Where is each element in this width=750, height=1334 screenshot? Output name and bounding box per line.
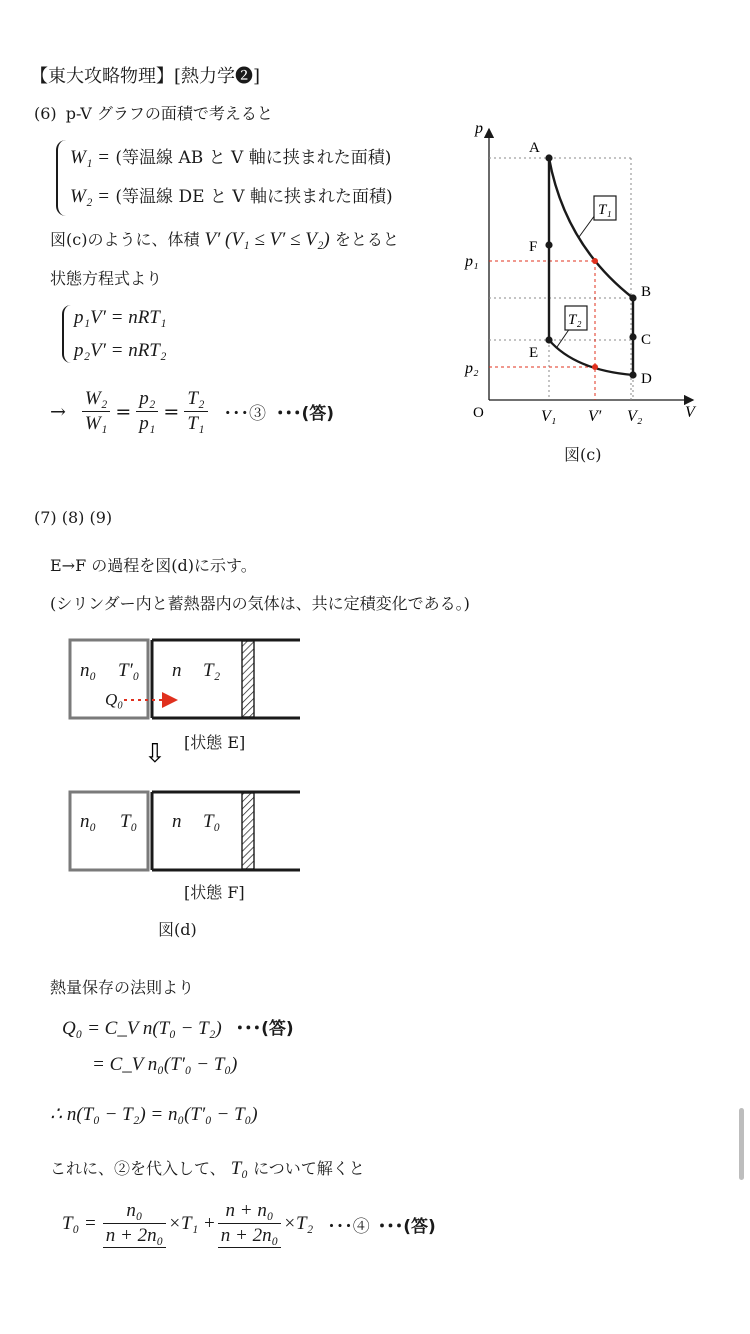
t1-box-label: T₁ xyxy=(598,202,612,218)
ratio-den-1: W₁ xyxy=(82,411,110,435)
substitute-math: T₀ xyxy=(230,1158,248,1179)
ratio-eq-sign-2: = xyxy=(163,400,180,423)
figure-d-caption: 図(d) xyxy=(158,920,197,939)
ratio-answer: ･･･(答) xyxy=(276,404,335,424)
ratio-num-2: p₂ xyxy=(139,388,156,409)
point-a-label: A xyxy=(529,140,540,156)
piston-e xyxy=(242,641,254,717)
ratio-arrow: → xyxy=(50,400,66,423)
substitute-post: について解くと xyxy=(253,1159,365,1178)
state-e-regen-n: n₀ xyxy=(80,660,97,681)
part6-intro: p-V グラフの面積で考えると xyxy=(65,104,273,123)
final-tail: ×T₂ xyxy=(283,1213,314,1234)
conservation-eq2: = C_V n₀(T′₀ − T₀) xyxy=(92,1054,238,1075)
w1-rhs: (等温線 AB と V 軸に挟まれた面積) xyxy=(115,148,392,168)
volume-line-math: V′ (V₁ ≤ V′ ≤ V₂) xyxy=(204,229,330,250)
t2-pointer xyxy=(557,328,570,347)
state-eq-1: p₁V′ = nRT₁ xyxy=(74,307,167,328)
final-mid: ×T₁ + xyxy=(168,1213,216,1234)
state-f-label: [状態 F] xyxy=(184,883,245,902)
red-point-upper xyxy=(592,258,598,264)
ratio-den-2: p₁ xyxy=(136,411,158,435)
state-e-heat-q: Q₀ xyxy=(105,690,124,709)
part789-line1: E→F の過程を図(d)に示す。 xyxy=(50,556,257,575)
state-e-regen-t: T′₀ xyxy=(118,660,140,681)
therefore-equation: ∴ n(T₀ − T₂) = n₀(T′₀ − T₀) xyxy=(50,1104,258,1125)
state-eq-intro: 状態方程式より xyxy=(50,269,163,288)
ratio-ref: ･･･③ xyxy=(223,404,266,424)
substitute-line xyxy=(50,1156,365,1180)
state-eq-brace xyxy=(62,305,74,363)
point-e-label: E xyxy=(529,345,539,361)
volume-line-pre: 図(c)のように、体積 xyxy=(50,230,200,249)
isotherm-ab xyxy=(549,158,633,298)
state-e-label: [状態 E] xyxy=(184,733,246,752)
conservation-eq1-math: Q₀ = C_V n(T₀ − T₂) xyxy=(62,1018,222,1039)
final-lhs: T₀ = xyxy=(62,1213,97,1234)
w2-equation xyxy=(70,182,393,208)
state-f-regen-t: T₀ xyxy=(120,811,138,832)
isotherm-ed xyxy=(549,340,633,375)
state-f-regen-n: n₀ xyxy=(80,811,97,832)
piston-f xyxy=(242,793,254,869)
conservation-eq1 xyxy=(62,1014,294,1040)
point-c-label: C xyxy=(641,332,652,348)
point-f-label: F xyxy=(529,239,538,255)
final-formula xyxy=(62,1200,436,1248)
ratio-eq-sign-1: = xyxy=(115,400,132,423)
tick-vprime: V′ xyxy=(588,408,602,425)
down-arrow-icon: ⇩ xyxy=(144,739,166,768)
w2-rhs: (等温線 DE と V 軸に挟まれた面積) xyxy=(115,187,393,207)
state-points xyxy=(545,154,636,378)
part6-number: (6) xyxy=(34,104,57,123)
w1-equation xyxy=(70,143,391,169)
p-axis-label: p xyxy=(475,120,483,137)
w-brace xyxy=(56,140,70,216)
final-den-2: n + 2n₀ xyxy=(218,1223,281,1248)
t2-box-label: T₂ xyxy=(568,312,582,328)
t1-pointer xyxy=(579,215,595,237)
point-b-label: B xyxy=(641,284,652,300)
state-e-cyl-n: n xyxy=(172,660,182,681)
figure-c-pv-diagram xyxy=(455,115,715,465)
state-f-cyl-n: n xyxy=(172,811,182,832)
conservation-intro: 熱量保存の法則より xyxy=(50,978,195,997)
figure-d-cylinders xyxy=(60,630,320,910)
part789-line2: (シリンダー内と蓄熱器内の気体は、共に定積変化である。) xyxy=(50,594,470,613)
tick-v2: V₂ xyxy=(627,408,643,425)
tick-v1: V₁ xyxy=(541,408,557,425)
final-num-1: n₀ xyxy=(126,1200,143,1221)
v-axis-label: V xyxy=(685,404,695,421)
final-num-2: n + n₀ xyxy=(225,1200,274,1221)
ratio-equation xyxy=(50,388,334,435)
volume-line xyxy=(50,227,399,251)
substitute-pre: これに、②を代入して、 xyxy=(50,1159,226,1178)
figure-c-caption: 図(c) xyxy=(564,445,602,464)
state-f-cyl-t: T₀ xyxy=(203,811,221,832)
tick-p1: p₁ xyxy=(465,253,479,270)
part6-label xyxy=(34,101,273,124)
state-eq-2: p₂V′ = nRT₂ xyxy=(74,340,167,361)
final-answer: ･･･(答) xyxy=(377,1216,436,1237)
ratio-den-3: T₁ xyxy=(184,411,207,435)
final-ref: ･･･④ xyxy=(327,1216,370,1237)
ratio-num-3: T₂ xyxy=(187,388,205,409)
tick-p2: p₂ xyxy=(465,360,479,377)
part789-label: (7) (8) (9) xyxy=(34,508,113,527)
origin-label: O xyxy=(473,405,484,421)
ratio-num-1: W₂ xyxy=(84,388,108,409)
final-den-1: n + 2n₀ xyxy=(103,1223,166,1248)
conservation-eq1-answer: ･･･(答) xyxy=(235,1019,294,1039)
w2-lhs: W₂ = xyxy=(70,186,111,207)
point-d-label: D xyxy=(641,371,652,387)
state-e-cyl-t: T₂ xyxy=(203,660,221,681)
w1-lhs: W₁ = xyxy=(70,147,111,168)
scrollbar[interactable] xyxy=(739,1108,744,1180)
red-point-lower xyxy=(592,364,598,370)
page-title: 【東大攻略物理】[熱力学❷] xyxy=(30,66,261,87)
volume-line-post: をとると xyxy=(334,230,399,249)
